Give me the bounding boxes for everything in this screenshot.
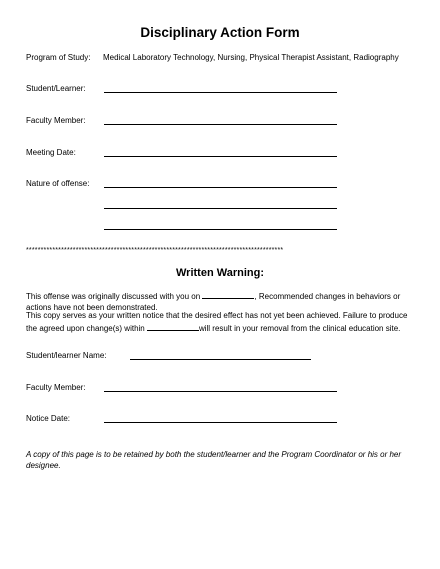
student-label: Student/Learner: [26,84,86,93]
offense-field-line-1[interactable] [104,187,337,188]
program-label: Program of Study: [26,53,91,62]
form-title: Disciplinary Action Form [140,25,300,40]
program-value: Medical Laboratory Technology, Nursing, Physical Therapist Assistant, Radiography [103,53,399,62]
offense-field-line-3[interactable] [104,229,337,230]
warning-paragraph-1 [26,290,416,313]
separator-line: **************************************************************************************** [26,247,284,254]
warning-p2-start: This copy serves as your written notice that the desired effect has not yet been achieved. Failure to produce the agreed upon change(s) within [26,311,408,333]
meeting-date-field-line[interactable] [104,156,337,157]
warning-p1-start: This offense was originally discussed with you on [26,292,203,301]
faculty-label: Faculty Member: [26,116,86,125]
faculty-field-line[interactable] [104,124,337,125]
warning-p2-end: will result in your removal from the clinical education site. [198,323,401,333]
student-name-field-line[interactable] [130,359,311,360]
bottom-faculty-field-line[interactable] [104,391,337,392]
offense-label: Nature of offense: [26,179,90,188]
warning-p1-end: , Recommended changes in behaviors or actions have not been demonstrated. [26,292,401,312]
offense-field-line-2[interactable] [104,208,337,209]
meeting-date-label: Meeting Date: [26,148,76,157]
written-warning-title: Written Warning: [176,267,264,279]
change-deadline-blank[interactable] [147,322,199,331]
notice-date-label: Notice Date: [26,414,71,423]
bottom-faculty-label: Faculty Member: [26,383,86,392]
student-name-label: Student/learner Name: [26,351,107,360]
notice-date-field-line[interactable] [104,422,337,423]
student-field-line[interactable] [104,92,337,93]
discussed-date-blank[interactable] [202,290,254,299]
warning-paragraph-2 [26,311,416,334]
retention-footnote: A copy of this page is to be retained by both the student/learner and the Program Coordinator or his or her designee. [26,450,402,470]
